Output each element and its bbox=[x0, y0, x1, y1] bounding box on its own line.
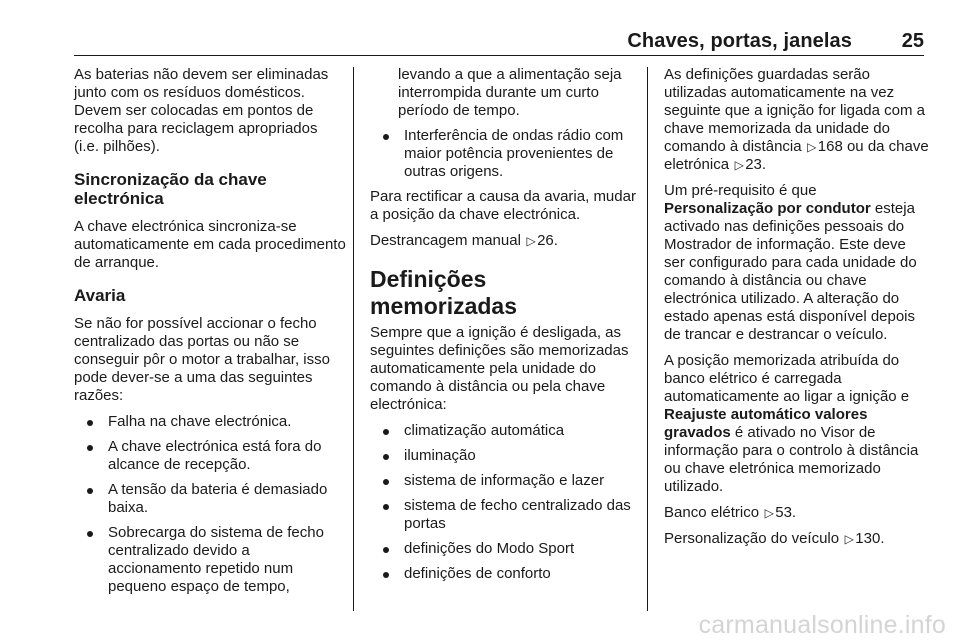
manual-unlock-reference: Destrancagem manual ▷26. bbox=[370, 232, 558, 249]
battery-disposal-text: As baterias não devem ser eliminadas junto com os resíduos domésticos. Devem ser colocadas em pontos de recolha para reciclagem apropriados (i.e. pilhões). bbox=[74, 66, 329, 155]
fault-reasons-list-continued bbox=[370, 66, 636, 181]
driver-personalization-label: Personalização por condutor bbox=[664, 200, 871, 217]
list-item: definições de conforto bbox=[370, 565, 636, 583]
column-divider-left bbox=[353, 67, 354, 611]
seat-position-text-part: A posição memorizada atribuída do banco elétrico é carregada automaticamente ao ligar a ignição e bbox=[664, 352, 910, 405]
list-item: A chave electrónica está fora do alcance de recepção. bbox=[74, 438, 346, 474]
saved-settings-text-part: ou da chave eletrónica bbox=[664, 138, 929, 173]
section-heading-fault: Avaria bbox=[74, 286, 126, 305]
memorized-settings-text: Sempre que a ignição é desligada, as seguintes definições são memorizadas automaticamente pela unidade do comando à distância ou pela chave electrónica: bbox=[370, 324, 629, 413]
electric-seat-label: Banco elétrico bbox=[664, 504, 760, 521]
column-3 bbox=[664, 66, 930, 556]
watermark: carmanualsonline.info bbox=[698, 611, 946, 639]
column-2 bbox=[370, 66, 636, 590]
section-heading-sync: Sincronização da chave electrónica bbox=[74, 170, 267, 208]
page-ref-link[interactable]: 130 bbox=[855, 530, 881, 547]
page-ref-arrow-icon: ▷ bbox=[807, 140, 817, 154]
auto-readjust-label: Reajuste automático valores gravados bbox=[664, 406, 868, 441]
list-item: iluminação bbox=[370, 447, 636, 465]
page-ref-arrow-icon: ▷ bbox=[764, 506, 774, 520]
saved-settings-text-part: As definições guardadas serão utilizadas automaticamente na vez seguinte que a ignição for ligada com a chave memorizada da unidade do comando à distância bbox=[664, 66, 926, 155]
list-item: levando a que a alimentação seja interrompida durante um curto período de tempo. bbox=[398, 66, 622, 119]
list-item: Falha na chave electrónica. bbox=[74, 413, 346, 431]
list-item: sistema de fecho centralizado das portas bbox=[370, 497, 636, 533]
seat-position-text-part: é ativado no Visor de informação para o controlo à distância ou chave eletrónica memorizado utilizado. bbox=[664, 424, 919, 495]
manual-unlock-label: Destrancagem manual bbox=[370, 232, 521, 249]
list-item: climatização automática bbox=[370, 422, 636, 440]
section-heading-memorized-settings: Definições memorizadas bbox=[370, 266, 518, 319]
electric-seat-reference: Banco elétrico ▷53. bbox=[664, 504, 797, 521]
column-divider-right bbox=[647, 67, 648, 611]
fault-text: Se não for possível accionar o fecho centralizado das portas ou não se conseguir pôr o motor a trabalhar, isso pode dever-se a uma das seguintes razões: bbox=[74, 315, 330, 404]
page-ref-arrow-icon: ▷ bbox=[844, 532, 854, 546]
list-item: sistema de informação e lazer bbox=[370, 472, 636, 490]
page-ref-arrow-icon: ▷ bbox=[734, 158, 744, 172]
page-ref-link[interactable]: 26 bbox=[537, 232, 554, 249]
memorized-settings-list bbox=[370, 422, 636, 583]
prerequisite-text-part: esteja activado nas definições pessoais do Mostrador de informação. Este deve ser configurado para cada unidade do comando à distância ou chave electrónica utilizado. A alteração do estado apenas está disponível depois de trancar e destrancar o veículo. bbox=[664, 200, 917, 343]
seat-position-text bbox=[664, 352, 930, 496]
header-title: Chaves, portas, janelas bbox=[627, 30, 852, 52]
list-item: A tensão da bateria é demasiado baixa. bbox=[74, 481, 346, 517]
prerequisite-text-part: Um pré-requisito é que bbox=[664, 182, 817, 199]
page-number: 25 bbox=[901, 30, 924, 52]
list-item: Sobrecarga do sistema de fecho centralizado devido a accionamento repetido num pequeno espaço de tempo, bbox=[74, 524, 346, 596]
page-ref-link[interactable]: 23 bbox=[745, 156, 762, 173]
vehicle-personalization-reference: Personalização do veículo ▷130. bbox=[664, 530, 885, 547]
sync-text: A chave electrónica sincroniza-se automaticamente em cada procedimento de arranque. bbox=[74, 218, 346, 271]
page-ref-arrow-icon: ▷ bbox=[526, 234, 536, 248]
vehicle-personalization-label: Personalização do veículo bbox=[664, 530, 840, 547]
prerequisite-text bbox=[664, 182, 930, 344]
list-item: definições do Modo Sport bbox=[370, 540, 636, 558]
saved-settings-text: As definições guardadas serão utilizadas automaticamente na vez seguinte que a ignição for ligada com a chave memorizada da unidade do comando à distância ▷168 ou da chave eletrónica ▷23. bbox=[664, 66, 929, 173]
column-1 bbox=[74, 66, 346, 603]
rectify-text: Para rectificar a causa da avaria, mudar a posição da chave electrónica. bbox=[370, 188, 636, 223]
header-rule bbox=[74, 55, 924, 56]
fault-reasons-list bbox=[74, 413, 346, 596]
list-item: Interferência de ondas rádio com maior potência provenientes de outras origens. bbox=[370, 127, 636, 181]
page-ref-link[interactable]: 53 bbox=[775, 504, 792, 521]
page-ref-link[interactable]: 168 bbox=[817, 138, 843, 155]
